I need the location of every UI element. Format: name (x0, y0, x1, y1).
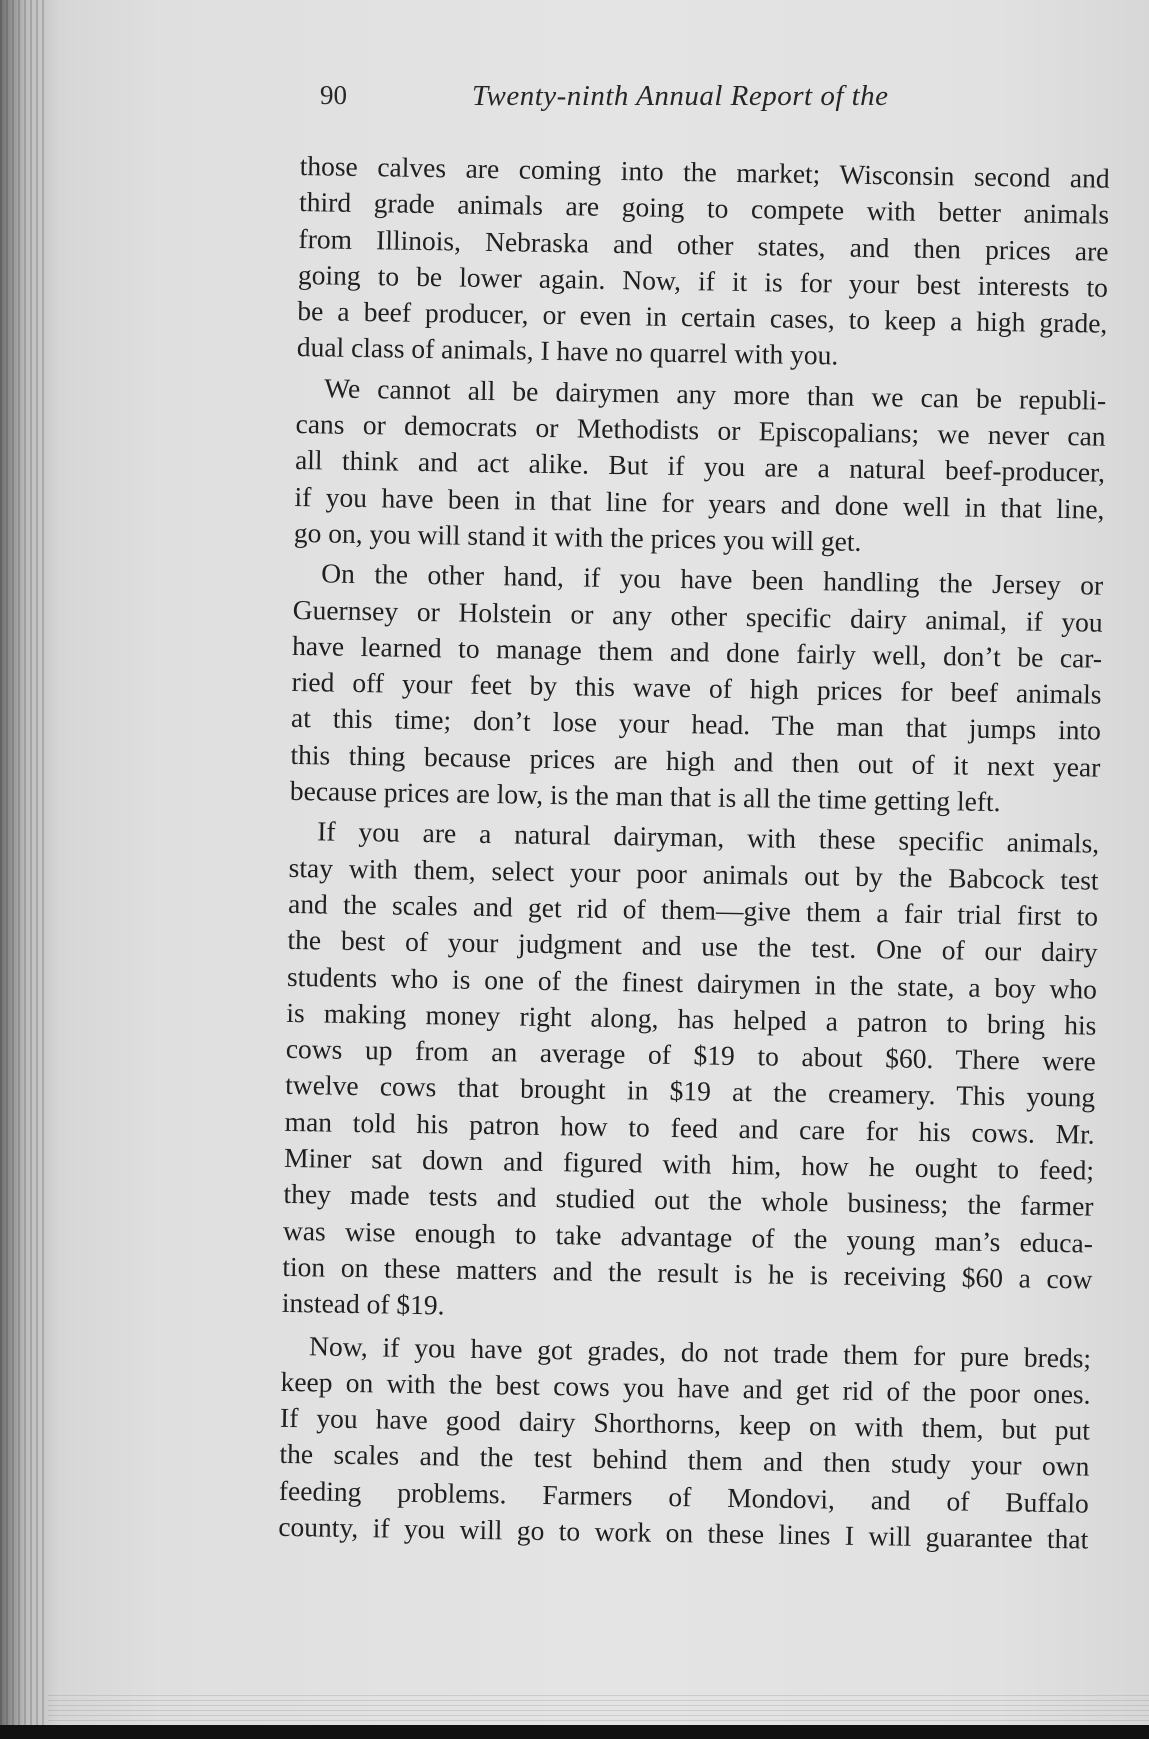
text-line: is making money right along, has helped a patron to bring his (286, 996, 1097, 1041)
text-line: cows up from an average of $19 to about $60. There were (285, 1033, 1096, 1077)
text-line: be a beef producer, or even in certain cases, to keep a high grade, (297, 295, 1108, 339)
text-line: Guernsey or Holstein or any other specific dairy animal, if you (292, 593, 1103, 638)
text-line: dual class of animals, I have no quarrel with you. (296, 331, 839, 371)
text-line: cans or democrats or Methodists or Episcopalians; we never can (295, 408, 1106, 452)
text-line: if you have been in that line for years and done well in that line, (294, 480, 1105, 525)
page-edge-shadow (48, 1695, 1149, 1725)
text-line: and the scales and get rid of them—give them a fair trial first to (287, 887, 1099, 932)
text-line: go on, you will stand it with the prices you will get. (293, 516, 862, 557)
text-line: If you have good dairy Shorthorns, keep on with them, but put (279, 1401, 1091, 1446)
text-line: man told his patron how to feed and care for his cows. Mr. (284, 1105, 1095, 1150)
text-line: because prices are low, is the man that is all the time getting left. (289, 774, 1001, 818)
text-line: feeding problems. Farmers of Mondovi, and of Buffalo (278, 1474, 1090, 1519)
text-line: from Illinois, Nebraska and other states, and then prices are (298, 222, 1109, 267)
text-line: those calves are coming into the market; Wisconsin second and (299, 149, 1110, 194)
text-line: this thing because prices are high and then out of it next year (290, 738, 1101, 783)
body-text (278, 148, 1110, 1562)
paragraph (278, 1327, 1091, 1557)
paragraph (290, 555, 1104, 822)
page-number: 90 (320, 80, 347, 110)
text-line: was wise enough to take advantage of the young man’s educa- (282, 1214, 1094, 1259)
text-line: third grade animals are going to compete with better animals (298, 186, 1110, 231)
text-line: stay with them, select your poor animals out by the Babcock test (288, 851, 1099, 896)
text-line: twelve cows that brought in $19 at the creamery. This young (285, 1069, 1096, 1114)
text-line: If you are a natural dairyman, with these specific animals, (317, 815, 1100, 859)
paragraph (294, 370, 1107, 564)
text-line: all think and act alike. But if you are a natural beef-producer, (294, 444, 1106, 489)
scan-bottom-border (0, 1725, 1149, 1739)
paragraph (282, 813, 1100, 1334)
text-line: going to be lower again. Now, if it is for your best interests to (297, 258, 1109, 303)
text-line: Miner sat down and figured with him, how he ought to feed; (283, 1141, 1095, 1186)
text-line: at this time; don’t lose your head. The man that jumps into (290, 702, 1102, 747)
text-line: students who is one of the finest dairymen in the state, a boy who (286, 960, 1098, 1005)
text-line: instead of $19. (281, 1287, 445, 1321)
text-line: ried off your feet by this wave of high prices for beef animals (291, 666, 1102, 710)
paragraph (297, 148, 1110, 378)
text-line: keep on with the best cows you have and get rid of the poor ones. (280, 1365, 1091, 1410)
text-line: tion on these matters and the result is he is receiving $60 a cow (282, 1250, 1093, 1295)
text-line: We cannot all be dairymen any more than we can be republi- (323, 372, 1107, 416)
text-line: Now, if you have got grades, do not trade them for pure breds; (308, 1329, 1092, 1374)
text-line: the scales and the test behind them and then study your own (279, 1438, 1090, 1482)
text-line: have learned to manage them and done fairly well, don’t be car- (291, 629, 1103, 674)
text-line: the best of your judgment and use the test. One of our dairy (287, 924, 1098, 968)
page-header (320, 80, 1080, 124)
running-head: Twenty-ninth Annual Report of the (472, 80, 889, 112)
text-line: On the other hand, if you have been handling the Jersey or (321, 557, 1104, 601)
text-line: county, if you will go to work on these lines I will guarantee that (278, 1510, 1089, 1555)
book-binding-edge (0, 0, 48, 1739)
text-line: they made tests and studied out the whole business; the farmer (283, 1178, 1094, 1222)
